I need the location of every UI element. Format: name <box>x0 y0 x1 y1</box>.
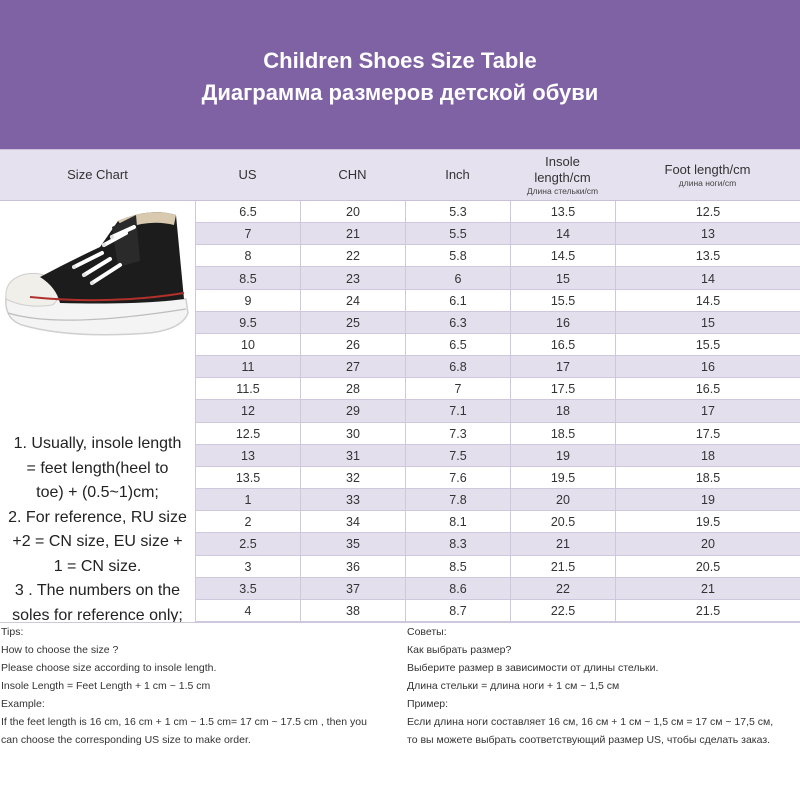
cell-foot-length: 15.5 <box>615 334 800 356</box>
cell-foot-length: 14 <box>615 267 800 289</box>
cell-insole: 20.5 <box>510 511 615 533</box>
cell-us: 8 <box>195 245 300 267</box>
table-row <box>195 290 800 312</box>
table-row <box>195 267 800 289</box>
cell-inch: 8.3 <box>405 533 510 555</box>
header-us: US <box>238 167 257 182</box>
cell-inch: 8.7 <box>405 600 510 622</box>
cell-foot-length: 13.5 <box>615 245 800 267</box>
table-row <box>195 600 800 622</box>
cell-inch: 7.3 <box>405 423 510 445</box>
cell-insole: 16 <box>510 312 615 334</box>
cell-foot-length: 21.5 <box>615 600 800 622</box>
tips-line: Пример: <box>407 698 449 710</box>
note-line: soles for reference only; <box>12 606 183 622</box>
cell-foot-length: 18 <box>615 445 800 467</box>
table-row <box>195 511 800 533</box>
cell-foot-length: 19.5 <box>615 511 800 533</box>
cell-us: 12.5 <box>195 423 300 445</box>
size-notes <box>0 432 195 622</box>
cell-chn: 32 <box>300 467 405 489</box>
cell-us: 12 <box>195 400 300 422</box>
cell-foot-length: 13 <box>615 223 800 245</box>
cell-foot-length: 17 <box>615 400 800 422</box>
cell-inch: 5.8 <box>405 245 510 267</box>
cell-us: 4 <box>195 600 300 622</box>
cell-chn: 27 <box>300 356 405 378</box>
tips-line: Длина стельки = длина ноги + 1 см ~ 1,5 см <box>407 680 620 692</box>
header-insole: Insole length/cm Длина стельки/cm <box>526 153 599 196</box>
table-row <box>195 556 800 578</box>
note-line: 1 = CN size. <box>53 557 142 575</box>
cell-foot-length: 15 <box>615 312 800 334</box>
cell-inch: 8.1 <box>405 511 510 533</box>
cell-chn: 29 <box>300 400 405 422</box>
cell-inch: 6.8 <box>405 356 510 378</box>
tips-line: Example: <box>1 698 45 710</box>
cell-insole: 21.5 <box>510 556 615 578</box>
cell-inch: 7.6 <box>405 467 510 489</box>
tips-line: Insole Length = Feet Length + 1 cm ~ 1.5 cm <box>1 680 211 692</box>
cell-us: 13.5 <box>195 467 300 489</box>
cell-inch: 7.8 <box>405 489 510 511</box>
cell-foot-length: 20 <box>615 533 800 555</box>
cell-inch: 7 <box>405 378 510 400</box>
cell-insole: 21 <box>510 533 615 555</box>
cell-us: 2 <box>195 511 300 533</box>
header-inch: Inch <box>445 167 470 182</box>
cell-chn: 35 <box>300 533 405 555</box>
cell-chn: 21 <box>300 223 405 245</box>
cell-chn: 24 <box>300 290 405 312</box>
cell-chn: 28 <box>300 378 405 400</box>
cell-us: 1 <box>195 489 300 511</box>
table-row <box>195 400 800 422</box>
cell-inch: 5.3 <box>405 201 510 223</box>
cell-insole: 22 <box>510 578 615 600</box>
cell-chn: 22 <box>300 245 405 267</box>
table-header-row <box>0 149 800 201</box>
black-canvas-high-top-shoe-icon <box>0 201 195 351</box>
cell-foot-length: 16 <box>615 356 800 378</box>
cell-foot-length: 19 <box>615 489 800 511</box>
cell-chn: 34 <box>300 511 405 533</box>
tips-line: Tips: <box>1 626 24 638</box>
cell-inch: 7.5 <box>405 445 510 467</box>
note-line: 3 . The numbers on the <box>14 582 181 599</box>
cell-chn: 37 <box>300 578 405 600</box>
note-line: +2 = CN size, EU size + <box>12 533 183 550</box>
tips-russian <box>407 623 800 749</box>
title-russian: Диаграмма размеров детской обуви <box>201 79 599 105</box>
cell-foot-length: 20.5 <box>615 556 800 578</box>
cell-insole: 15.5 <box>510 290 615 312</box>
table-row <box>195 334 800 356</box>
table-row <box>195 489 800 511</box>
tips-line: то вы можете выбрать соответствующий размер US, чтобы сделать заказ. <box>407 734 771 746</box>
title-banner <box>0 0 800 149</box>
header-size-chart: Size Chart <box>67 167 128 182</box>
cell-chn: 30 <box>300 423 405 445</box>
cell-us: 9 <box>195 290 300 312</box>
cell-us: 6.5 <box>195 201 300 223</box>
cell-us: 13 <box>195 445 300 467</box>
cell-chn: 20 <box>300 201 405 223</box>
tips-line: can choose the corresponding US size to make order. <box>1 734 251 746</box>
cell-foot-length: 18.5 <box>615 467 800 489</box>
table-row <box>195 467 800 489</box>
cell-foot-length: 21 <box>615 578 800 600</box>
table-row <box>195 312 800 334</box>
cell-us: 2.5 <box>195 533 300 555</box>
shoe-image <box>0 201 195 351</box>
note-line: 1. Usually, insole length <box>13 435 182 452</box>
table-row <box>195 201 800 223</box>
tips-line: Please choose size according to insole length. <box>1 662 217 674</box>
cell-insole: 14.5 <box>510 245 615 267</box>
cell-foot-length: 14.5 <box>615 290 800 312</box>
cell-insole: 16.5 <box>510 334 615 356</box>
tips-english <box>1 623 400 749</box>
tips-line: Советы: <box>407 626 447 638</box>
tips-line: If the feet length is 16 cm, 16 cm + 1 cm ~ 1.5 cm= 17 cm ~ 17.5 cm , then you <box>1 716 367 728</box>
table-row <box>195 533 800 555</box>
note-line: toe) + (0.5~1)cm; <box>36 484 159 501</box>
table-row <box>195 423 800 445</box>
cell-inch: 6.1 <box>405 290 510 312</box>
cell-chn: 23 <box>300 267 405 289</box>
cell-inch: 8.6 <box>405 578 510 600</box>
cell-insole: 13.5 <box>510 201 615 223</box>
cell-chn: 25 <box>300 312 405 334</box>
tips-line: Выберите размер в зависимости от длины стельки. <box>407 662 659 674</box>
cell-us: 3.5 <box>195 578 300 600</box>
left-column <box>0 201 195 622</box>
cell-insole: 15 <box>510 267 615 289</box>
cell-chn: 26 <box>300 334 405 356</box>
cell-insole: 18.5 <box>510 423 615 445</box>
cell-insole: 17.5 <box>510 378 615 400</box>
cell-us: 3 <box>195 556 300 578</box>
cell-inch: 8.5 <box>405 556 510 578</box>
cell-inch: 6.3 <box>405 312 510 334</box>
cell-foot-length: 17.5 <box>615 423 800 445</box>
cell-insole: 19.5 <box>510 467 615 489</box>
cell-chn: 31 <box>300 445 405 467</box>
cell-us: 9.5 <box>195 312 300 334</box>
cell-inch: 6 <box>405 267 510 289</box>
cell-insole: 17 <box>510 356 615 378</box>
cell-us: 7 <box>195 223 300 245</box>
tips-line: Как выбрать размер? <box>407 644 512 656</box>
tips-line: How to choose the size ? <box>1 644 119 656</box>
table-row <box>195 223 800 245</box>
table-row <box>195 378 800 400</box>
cell-insole: 22.5 <box>510 600 615 622</box>
note-line: = feet length(heel to <box>26 459 169 477</box>
table-row <box>195 245 800 267</box>
cell-inch: 5.5 <box>405 223 510 245</box>
size-table <box>195 201 800 622</box>
table-row <box>195 578 800 600</box>
cell-chn: 36 <box>300 556 405 578</box>
cell-insole: 19 <box>510 445 615 467</box>
cell-chn: 33 <box>300 489 405 511</box>
cell-us: 11 <box>195 356 300 378</box>
note-line: 2. For reference, RU size <box>8 508 187 526</box>
cell-insole: 18 <box>510 400 615 422</box>
tips-line: Если длина ноги составляет 16 см, 16 см + 1 см ~ 1,5 см = 17 см ~ 17,5 см, <box>407 716 774 728</box>
table-row <box>195 356 800 378</box>
header-chn: CHN <box>338 167 367 182</box>
cell-foot-length: 12.5 <box>615 201 800 223</box>
cell-inch: 6.5 <box>405 334 510 356</box>
header-foot-length: Foot length/cm длина ноги/cm <box>664 161 751 188</box>
cell-us: 11.5 <box>195 378 300 400</box>
cell-us: 10 <box>195 334 300 356</box>
cell-insole: 14 <box>510 223 615 245</box>
cell-foot-length: 16.5 <box>615 378 800 400</box>
cell-insole: 20 <box>510 489 615 511</box>
cell-inch: 7.1 <box>405 400 510 422</box>
title-english: Children Shoes Size Table <box>263 47 537 73</box>
cell-chn: 38 <box>300 600 405 622</box>
table-row <box>195 445 800 467</box>
cell-us: 8.5 <box>195 267 300 289</box>
